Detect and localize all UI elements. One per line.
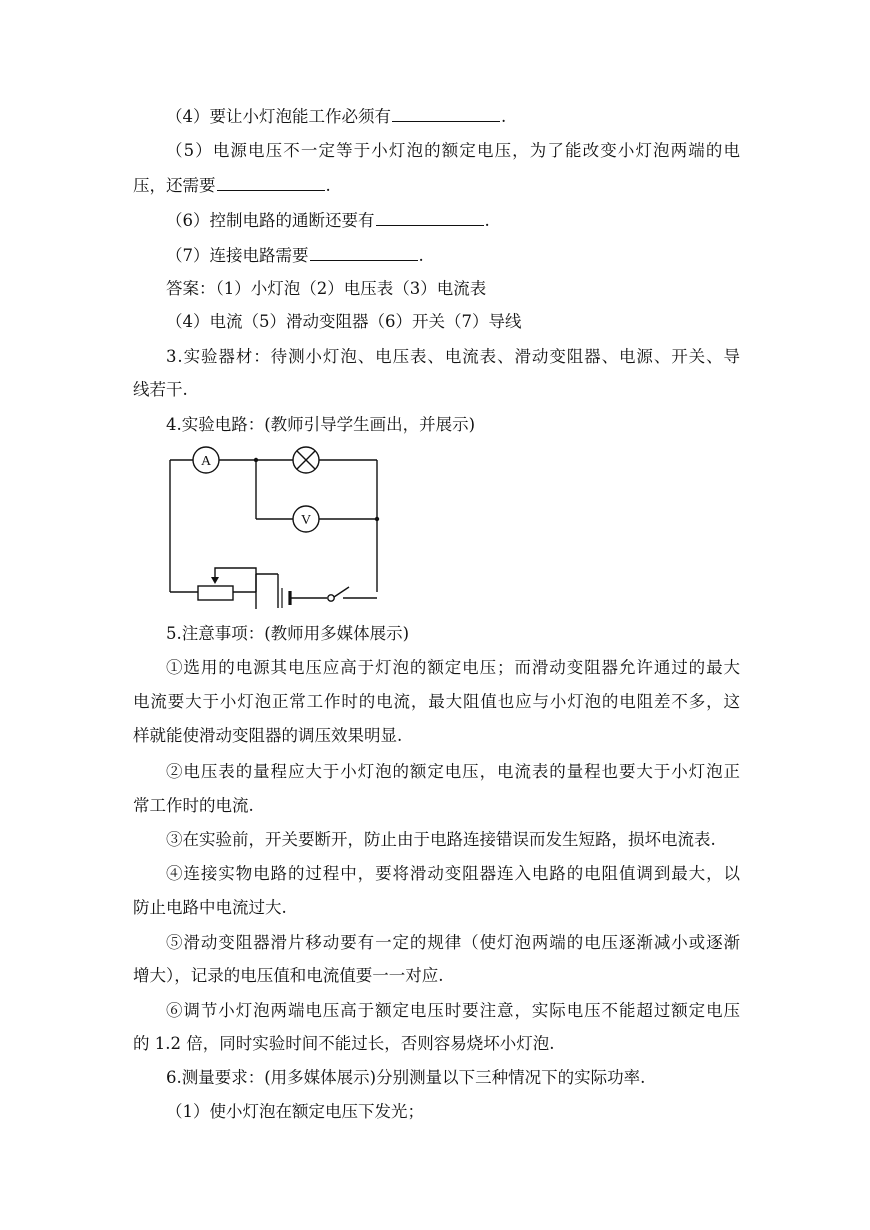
rheostat-slider [215, 568, 256, 592]
question-7 [166, 243, 424, 268]
note-5-line-1: ⑤滑动变阻器滑片移动要有一定的规律（使灯泡两端的电压逐渐减小或逐渐 [166, 933, 741, 952]
period: . [501, 107, 507, 126]
note-3-line-1: ③在实验前，开关要断开，防止由于电路连接错误而发生短路，损坏电流表. [166, 830, 716, 849]
question-6 [166, 208, 490, 233]
question-4 [166, 104, 506, 129]
note-6-line-1: ⑥调节小灯泡两端电压高于额定电压时要注意，实际电压不能超过额定电压 [166, 1001, 741, 1020]
note-2-line-1: ②电压表的量程应大于小灯泡的额定电压，电流表的量程也要大于小灯泡正 [166, 762, 741, 781]
question-4-text: （4）要让小灯泡能工作必须有 [166, 107, 391, 126]
section-5-heading: 5.注意事项：(教师用多媒体展示) [166, 624, 410, 643]
voltmeter-label: V [300, 513, 312, 528]
note-1-line-2: 电流要大于小灯泡正常工作时的电流，最大阻值也应与小灯泡的电阻差不多，这 [133, 692, 741, 711]
requirement-1: （1）使小灯泡在额定电压下发光； [166, 1102, 424, 1121]
answer-line-2: （4）电流（5）滑动变阻器（6）开关（7）导线 [166, 312, 522, 331]
switch-lever [334, 587, 349, 597]
answer-blank[interactable] [376, 208, 484, 226]
rheostat [198, 586, 233, 600]
switch-terminal [328, 595, 334, 601]
section-6-heading: 6.测量要求：(用多媒体展示)分别测量以下三种情况下的实际功率. [166, 1068, 646, 1087]
section-3-line-2: 线若干. [133, 380, 188, 399]
circuit-diagram [160, 444, 390, 616]
note-1-line-1: ①选用的电源其电压应高于灯泡的额定电压；而滑动变阻器允许通过的最大 [166, 658, 741, 677]
period: . [325, 176, 331, 195]
note-5-line-2: 增大），记录的电压值和电流值要一一对应. [133, 966, 444, 985]
note-4-line-2: 防止电路中电流过大. [133, 898, 287, 917]
question-5-line-2 [133, 173, 331, 198]
answer-blank[interactable] [217, 173, 325, 191]
section-3-line-1: 3.实验器材：待测小灯泡、电压表、电流表、滑动变阻器、电源、开关、导 [166, 347, 741, 366]
note-4-line-1: ④连接实物电路的过程中，要将滑动变阻器连入电路的电阻值调到最大，以 [166, 864, 741, 883]
note-1-line-3: 样就能使滑动变阻器的调压效果明显. [133, 726, 403, 745]
question-5-line-1: （5）电源电压不一定等于小灯泡的额定电压，为了能改变小灯泡两端的电 [166, 141, 742, 160]
question-5-text: 压，还需要 [133, 176, 216, 195]
question-7-text: （7）连接电路需要 [166, 246, 309, 265]
slider-arrow [211, 577, 219, 584]
answer-line-1: 答案：（1）小灯泡（2）电压表（3）电流表 [166, 279, 487, 298]
section-4-heading: 4.实验电路：(教师引导学生画出，并展示) [166, 415, 476, 434]
answer-blank[interactable] [310, 243, 418, 261]
answer-blank[interactable] [392, 104, 500, 122]
note-2-line-2: 常工作时的电流. [133, 796, 254, 815]
ammeter-label: A [200, 454, 212, 469]
note-6-line-2: 的 1.2 倍，同时实验时间不能过长，否则容易烧坏小灯泡. [133, 1034, 555, 1053]
junction-dot [375, 517, 379, 521]
circuit-svg [160, 444, 390, 616]
period: . [418, 246, 424, 265]
question-6-text: （6）控制电路的通断还要有 [166, 211, 375, 230]
junction-dot [254, 458, 258, 462]
period: . [484, 211, 490, 230]
